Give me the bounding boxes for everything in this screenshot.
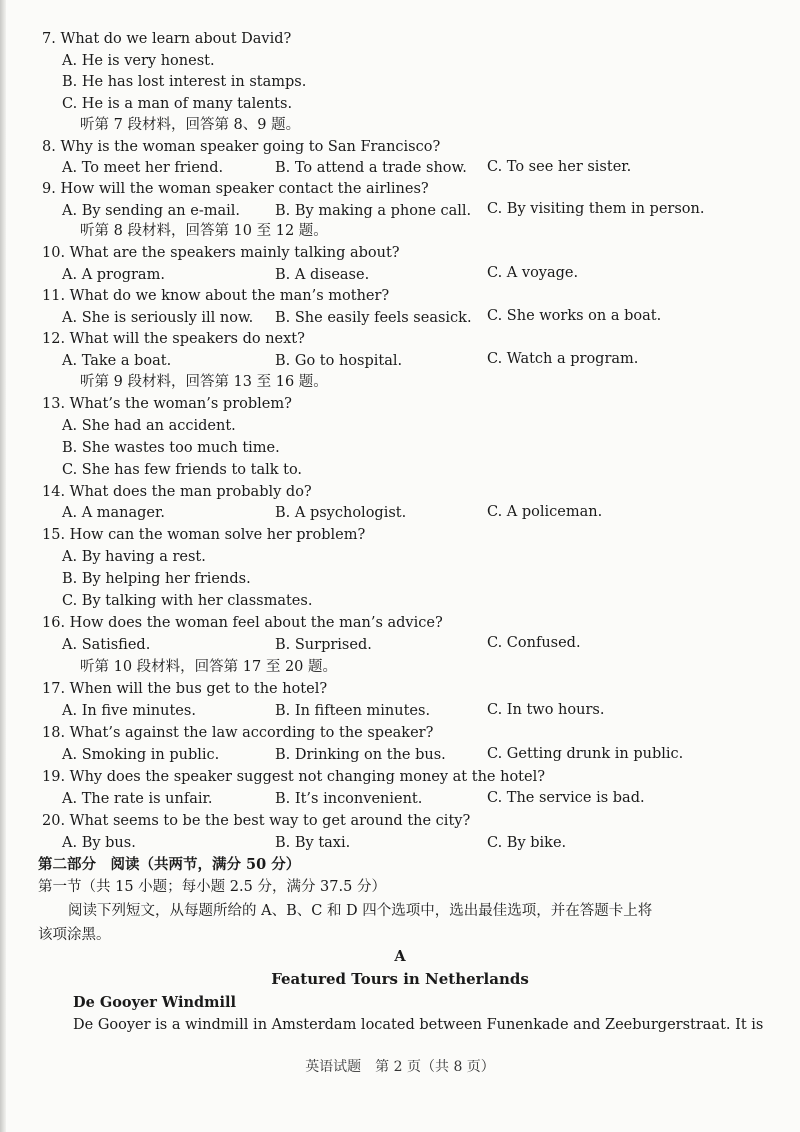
q11-option-b: B. She easily feels seasick.: [275, 310, 472, 326]
q9-option-c: C. By visiting them in person.: [487, 201, 705, 217]
q20-option-a: A. By bus.: [62, 835, 136, 851]
q18-option-c: C. Getting drunk in public.: [487, 746, 684, 762]
q19-option-c: C. The service is bad.: [487, 790, 645, 806]
instruction-segment-7: 听第 7 段材料，回答第 8、9 题。: [80, 117, 301, 133]
q16-option-b: B. Surprised.: [275, 637, 372, 653]
q10-option-b: B. A disease.: [275, 267, 370, 283]
q13-option-a: A. She had an accident.: [62, 418, 236, 434]
instruction-segment-10: 听第 10 段材料，回答第 17 至 20 题。: [80, 659, 338, 675]
question-16: 16. How does the woman feel about the man’s advice?: [42, 615, 443, 631]
q7-option-b: B. He has lost interest in stamps.: [62, 74, 307, 90]
q20-option-b: B. By taxi.: [275, 835, 351, 851]
q8-option-a: A. To meet her friend.: [62, 160, 224, 176]
q7-option-a: A. He is very honest.: [62, 53, 215, 69]
question-12: 12. What will the speakers do next?: [42, 331, 305, 347]
q10-option-c: C. A voyage.: [487, 265, 579, 281]
q15-option-b: B. By helping her friends.: [62, 571, 251, 587]
q12-option-a: A. Take a boat.: [62, 353, 172, 369]
instruction-segment-9: 听第 9 段材料，回答第 13 至 16 题。: [80, 374, 328, 390]
q13-option-c: C. She has few friends to talk to.: [62, 462, 303, 478]
passage-title: Featured Tours in Netherlands: [271, 970, 529, 988]
question-15: 15. How can the woman solve her problem?: [42, 527, 366, 543]
question-11: 11. What do we know about the man’s mother?: [42, 288, 390, 304]
part2-title: 第二部分 阅读（共两节，满分 50 分）: [38, 856, 301, 873]
q16-option-a: A. Satisfied.: [62, 637, 151, 653]
q9-option-b: B. By making a phone call.: [275, 203, 472, 219]
reading-directions-cont: 该项涂黑。: [38, 927, 111, 943]
q16-option-c: C. Confused.: [487, 635, 581, 651]
passage-text: De Gooyer is a windmill in Amsterdam located between Funenkade and Zeeburgerstraat. It is: [73, 1017, 764, 1033]
q8-option-c: C. To see her sister.: [487, 159, 632, 175]
q18-option-b: B. Drinking on the bus.: [275, 747, 446, 763]
q14-option-c: C. A policeman.: [487, 504, 603, 520]
q17-option-b: B. In fifteen minutes.: [275, 703, 431, 719]
q15-option-a: A. By having a rest.: [62, 549, 206, 565]
question-20: 20. What seems to be the best way to get around the city?: [42, 813, 471, 829]
passage-subtitle: De Gooyer Windmill: [73, 994, 236, 1011]
q20-option-c: C. By bike.: [487, 835, 567, 851]
q17-option-a: A. In five minutes.: [62, 703, 196, 719]
question-8: 8. Why is the woman speaker going to San Francisco?: [42, 139, 441, 155]
question-13: 13. What’s the woman’s problem?: [42, 396, 292, 412]
question-10: 10. What are the speakers mainly talking about?: [42, 245, 400, 261]
q19-option-b: B. It’s inconvenient.: [275, 791, 423, 807]
q14-option-b: B. A psychologist.: [275, 505, 407, 521]
q11-option-c: C. She works on a boat.: [487, 308, 662, 324]
question-17: 17. When will the bus get to the hotel?: [42, 681, 328, 697]
question-7: 7. What do we learn about David?: [42, 31, 292, 47]
page-footer: 英语试题 第 2 页（共 8 页）: [305, 1059, 495, 1075]
passage-letter: A: [394, 948, 406, 965]
q7-option-c: C. He is a man of many talents.: [62, 96, 293, 112]
q14-option-a: A. A manager.: [62, 505, 165, 521]
instruction-segment-8: 听第 8 段材料，回答第 10 至 12 题。: [80, 223, 328, 239]
q15-option-c: C. By talking with her classmates.: [62, 593, 313, 609]
q18-option-a: A. Smoking in public.: [62, 747, 220, 763]
question-14: 14. What does the man probably do?: [42, 484, 312, 500]
reading-directions: 阅读下列短文，从每题所给的 A、B、C 和 D 四个选项中，选出最佳选项，并在答题卡上将: [68, 903, 653, 919]
q19-option-a: A. The rate is unfair.: [62, 791, 213, 807]
q12-option-b: B. Go to hospital.: [275, 353, 403, 369]
question-19: 19. Why does the speaker suggest not changing money at the hotel?: [42, 769, 545, 785]
q13-option-b: B. She wastes too much time.: [62, 440, 280, 456]
section1-heading: 第一节（共 15 小题；每小题 2.5 分，满分 37.5 分）: [38, 879, 386, 895]
question-18: 18. What’s against the law according to the speaker?: [42, 725, 434, 741]
question-9: 9. How will the woman speaker contact the airlines?: [42, 181, 429, 197]
q12-option-c: C. Watch a program.: [487, 351, 639, 367]
q17-option-c: C. In two hours.: [487, 702, 605, 718]
q10-option-a: A. A program.: [62, 267, 165, 283]
q8-option-b: B. To attend a trade show.: [275, 160, 467, 176]
q9-option-a: A. By sending an e-mail.: [62, 203, 241, 219]
q11-option-a: A. She is seriously ill now.: [62, 310, 254, 326]
